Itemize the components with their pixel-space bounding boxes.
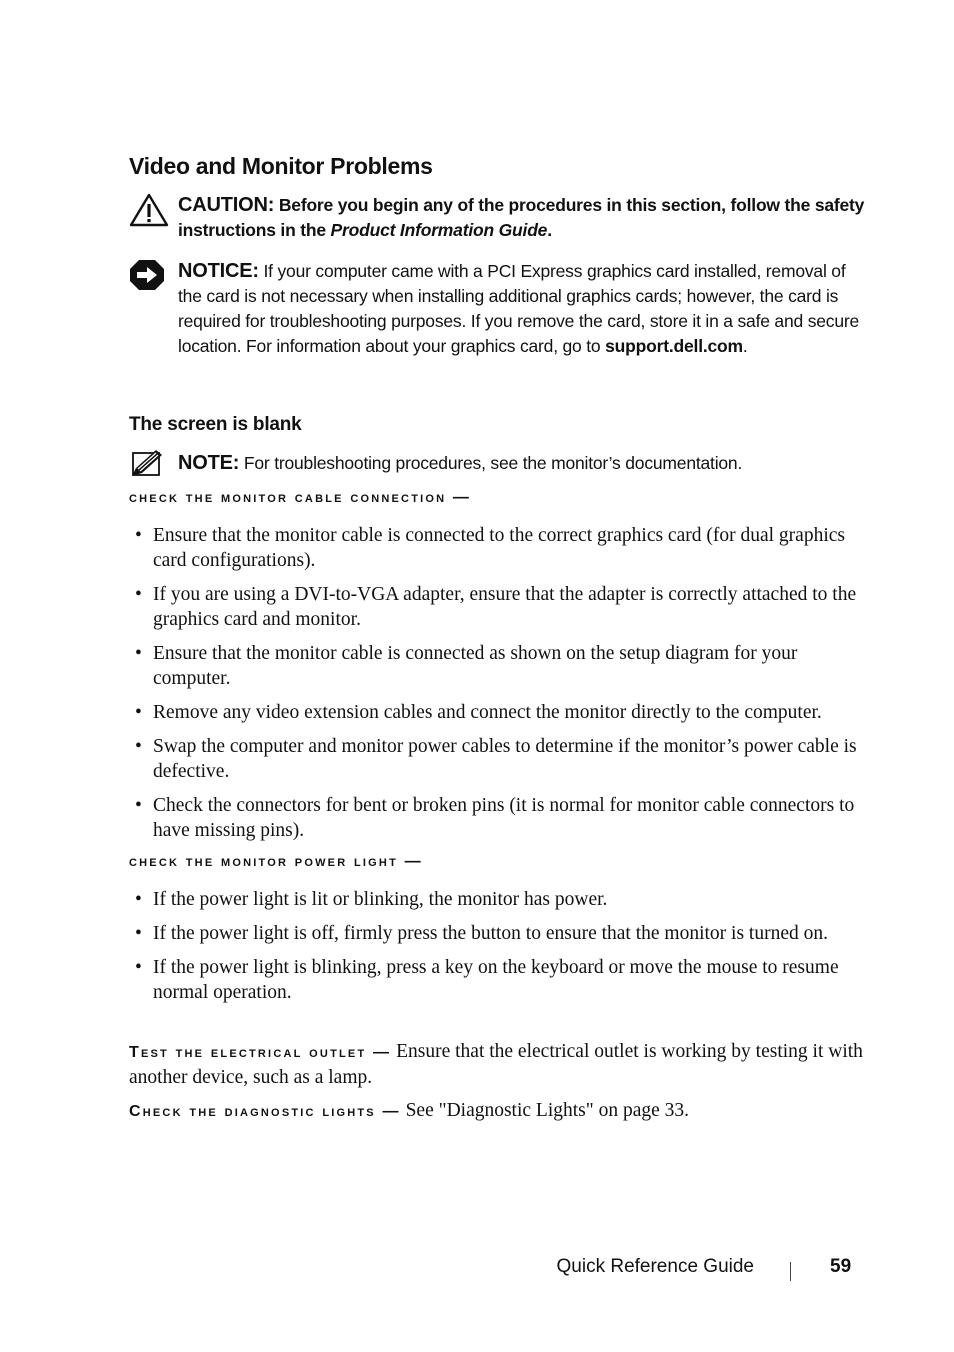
note-label: NOTE: xyxy=(178,452,240,474)
note-pencil-icon xyxy=(129,449,165,484)
note-text: For troubleshooting procedures, see the monitor’s documentation. xyxy=(243,453,743,473)
notice-callout: NOTICE: If your computer came with a PCI Express graphics card installed, removal of the card is not necessary when installing additional graphics cards; however, the card is required for troubleshooting purposes. If you remove the card, store it in a safe and secure location. For information about your graphics card, go to support.dell.com. xyxy=(129,259,859,389)
section-title-cable: check the monitor cable connection — xyxy=(129,489,472,506)
diag-paragraph xyxy=(129,1098,864,1124)
list-item: • Ensure that the monitor cable is connected as shown on the setup diagram for your computer. xyxy=(135,643,798,689)
section-title-diagnostic: Check the diagnostic lights — xyxy=(129,1103,401,1120)
list-item: • If the power light is blinking, press a key on the keyboard or move the mouse to resume normal operation. xyxy=(135,957,839,1003)
footer-divider xyxy=(790,1262,791,1281)
footer-guide-title: Quick Reference Guide xyxy=(556,1256,754,1277)
list-item: • Swap the computer and monitor power cables to determine if the monitor’s power cable is defective. xyxy=(135,736,857,782)
caution-label: CAUTION: xyxy=(178,194,275,216)
support-link[interactable]: support.dell.com xyxy=(605,336,743,356)
page-title: Video and Monitor Problems xyxy=(129,153,433,179)
list-item: • Remove any video extension cables and connect the monitor directly to the computer. xyxy=(135,702,822,723)
notice-label: NOTICE: xyxy=(178,260,259,282)
list-item: • If the power light is off, firmly press the button to ensure that the monitor is turned on. xyxy=(135,923,828,944)
diagnostic-lights-reference[interactable]: See "Diagnostic Lights" on page 33. xyxy=(405,1100,690,1121)
caution-callout: CAUTION: Before you begin any of the procedures in this section, follow the safety instructions in the Product Information Guide. xyxy=(129,193,859,248)
list-item: • If you are using a DVI-to-VGA adapter, ensure that the adapter is correctly attached to the graphics card and monitor. xyxy=(135,584,857,630)
caution-text: Before you begin any of the procedures in this section, follow the safety instructions in the xyxy=(178,195,865,240)
list-item: • Check the connectors for bent or broken pins (it is normal for monitor cable connectors to have missing pins). xyxy=(135,795,855,841)
list-item: • If the power light is lit or blinking, the monitor has power. xyxy=(135,889,608,910)
subheading: The screen is blank xyxy=(129,414,302,435)
page-number: 59 xyxy=(830,1256,852,1277)
power-checklist xyxy=(129,887,864,1014)
caution-triangle-icon xyxy=(129,193,169,232)
section-title-power: check the monitor power light — xyxy=(129,853,423,870)
cable-checklist xyxy=(129,523,864,852)
notice-text: If your computer came with a PCI Express graphics card installed, removal of the card is not necessary when installing additional graphics cards; however, the card is required for troubleshooting purposes. If you remove the card, store it in a safe and secure location. For information about your graphics card, go to xyxy=(178,261,860,356)
outlet-paragraph: Test the electrical outlet — Ensure that the electrical outlet is working by testing it with another device, such as a lamp. xyxy=(129,1041,863,1088)
section-title-outlet: Test the electrical outlet — xyxy=(129,1044,392,1061)
caution-guide-title: Product Information Guide xyxy=(330,220,548,240)
notice-arrow-icon xyxy=(129,259,165,296)
note-callout xyxy=(129,449,859,481)
list-item: • Ensure that the monitor cable is connected to the correct graphics card (for dual graphics card configurations). xyxy=(135,525,845,571)
